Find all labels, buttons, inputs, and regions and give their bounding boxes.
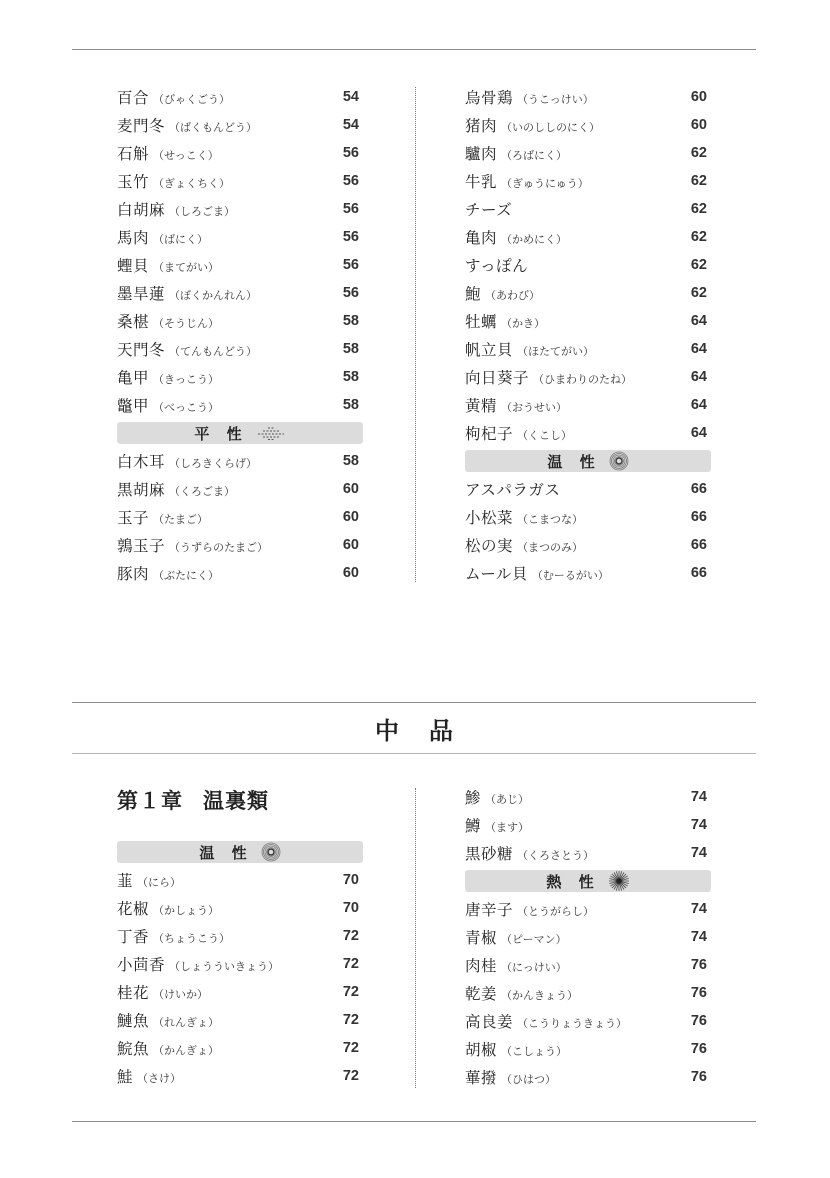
entry-page-number: 62: [690, 285, 707, 301]
entry-page-number: 60: [342, 509, 359, 525]
entry-name: [465, 534, 583, 556]
entry-name: [117, 897, 219, 919]
lower-left-block: [117, 786, 363, 1090]
entry-reading: （たまご）: [153, 513, 209, 526]
index-entry: [465, 391, 711, 419]
entry-reading: （いのししのにく）: [501, 121, 601, 134]
entry-kanji: 白胡麻: [117, 201, 166, 219]
entry-kanji: 韮: [117, 872, 134, 890]
entry-name: [465, 338, 594, 360]
entry-reading: （ます）: [485, 821, 530, 834]
category-label: 熱 性: [546, 872, 600, 891]
entry-page-number: 64: [690, 341, 707, 357]
entry-page-number: 58: [342, 313, 359, 329]
entry-name: [465, 366, 632, 388]
entry-page-number: 54: [342, 89, 359, 105]
entry-kanji: 向日葵子: [465, 369, 530, 387]
entry-kanji: 黒砂糖: [465, 845, 514, 863]
entry-reading: （かんきょう）: [501, 989, 579, 1002]
index-entry: [117, 363, 363, 391]
entry-page-number: 74: [690, 789, 707, 805]
entry-name: [465, 786, 529, 808]
entry-kanji: 帆立貝: [465, 341, 514, 359]
entry-page-number: 70: [342, 900, 359, 916]
entry-page-number: 56: [342, 173, 359, 189]
entry-page-number: 56: [342, 145, 359, 161]
entry-page-number: 54: [342, 117, 359, 133]
entry-page-number: 66: [690, 481, 707, 497]
entry-page-number: 58: [342, 341, 359, 357]
section-rule-bottom: [72, 753, 756, 754]
entry-reading: （にら）: [137, 876, 182, 889]
entry-page-number: 76: [690, 1041, 707, 1057]
entry-kanji: 蟶貝: [117, 257, 150, 275]
upper-left-column: [117, 83, 363, 587]
entry-name: [117, 1009, 219, 1031]
entry-page-number: 74: [690, 845, 707, 861]
entry-kanji: 松の実: [465, 537, 514, 555]
entry-reading: （ろばにく）: [501, 149, 568, 162]
entry-reading: （ひまわりのたね）: [533, 373, 633, 386]
index-entry: [465, 1035, 711, 1063]
entry-reading: （あわび）: [485, 289, 541, 302]
entry-name: [465, 142, 567, 164]
entry-name: [465, 114, 600, 136]
entry-kanji: すっぽん: [465, 257, 529, 275]
top-rule: [72, 49, 756, 50]
entry-page-number: 60: [690, 117, 707, 133]
entry-page-number: 76: [690, 1069, 707, 1085]
entry-page-number: 64: [690, 425, 707, 441]
entry-reading: （ばにく）: [153, 233, 209, 246]
entry-name: [465, 982, 578, 1004]
entry-kanji: 小茴香: [117, 956, 166, 974]
entry-name: [465, 394, 567, 416]
index-entry: [465, 279, 711, 307]
index-entry: [465, 111, 711, 139]
entry-name: [117, 1065, 181, 1087]
upper-right-column: [465, 83, 711, 587]
entry-kanji: 墨旱蓮: [117, 285, 166, 303]
entry-name: [117, 478, 235, 500]
entry-reading: （にっけい）: [501, 961, 567, 974]
entry-name: [465, 254, 528, 276]
index-entry: [465, 251, 711, 279]
entry-page-number: 74: [690, 817, 707, 833]
index-entry: [465, 475, 711, 503]
entry-kanji: 黒胡麻: [117, 481, 166, 499]
entry-name: [117, 198, 235, 220]
entry-name: [117, 450, 257, 472]
index-entry: [117, 1034, 363, 1062]
entry-reading: （こまつな）: [517, 513, 584, 526]
entry-kanji: 鮑: [465, 285, 482, 303]
index-entry: [117, 866, 363, 894]
entry-reading: （きっこう）: [153, 373, 220, 386]
chapter-title: 温裏類: [203, 789, 269, 813]
entry-reading: （びゃくごう）: [153, 93, 231, 106]
entry-reading: （さけ）: [137, 1072, 182, 1085]
entry-name: [117, 534, 268, 556]
entry-page-number: 74: [690, 901, 707, 917]
index-entry: [465, 783, 711, 811]
entry-page-number: 60: [342, 481, 359, 497]
entry-kanji: 豚肉: [117, 565, 150, 583]
entry-reading: （ぶたにく）: [153, 569, 220, 582]
entry-reading: （そうじん）: [153, 317, 220, 330]
index-entry: [465, 979, 711, 1007]
entry-page-number: 56: [342, 229, 359, 245]
entry-page-number: 76: [690, 1013, 707, 1029]
entry-kanji: 鶉玉子: [117, 537, 166, 555]
index-entry: [465, 139, 711, 167]
entry-reading: （かしょう）: [153, 904, 220, 917]
entry-page-number: 70: [342, 872, 359, 888]
entry-kanji: 枸杞子: [465, 425, 514, 443]
entry-name: [465, 926, 567, 948]
entry-page-number: 66: [690, 565, 707, 581]
bottom-rule: [72, 1121, 756, 1122]
entry-page-number: 72: [342, 1012, 359, 1028]
entry-name: [117, 226, 208, 248]
index-entry: [117, 83, 363, 111]
entry-reading: （ちょうこう）: [153, 932, 231, 945]
index-entry: [117, 1006, 363, 1034]
entry-page-number: 76: [690, 985, 707, 1001]
index-entry: [465, 1007, 711, 1035]
entry-kanji: 麦門冬: [117, 117, 166, 135]
entry-name: [117, 254, 219, 276]
entry-name: [117, 142, 219, 164]
warm-rings-icon: [609, 451, 629, 471]
entry-name: [117, 562, 219, 584]
category-band: [465, 870, 711, 892]
index-entry: [117, 307, 363, 335]
entry-kanji: 唐辛子: [465, 901, 514, 919]
entry-reading: （くこし）: [517, 429, 573, 442]
index-entry: [117, 251, 363, 279]
entry-kanji: 玉竹: [117, 173, 150, 191]
warm-rings-icon: [261, 842, 281, 862]
entry-name: [465, 814, 529, 836]
entry-kanji: 花椒: [117, 900, 150, 918]
entry-name: [117, 506, 208, 528]
entry-reading: （かんぎょ）: [153, 1044, 220, 1057]
entry-kanji: 猪肉: [465, 117, 498, 135]
entry-name: [465, 506, 583, 528]
entry-page-number: 76: [690, 957, 707, 973]
index-entry: [117, 279, 363, 307]
entry-kanji: 牡蠣: [465, 313, 498, 331]
entry-reading: （ぼくかんれん）: [169, 289, 258, 302]
entry-name: [117, 310, 219, 332]
index-entry: [117, 978, 363, 1006]
entry-name: [465, 422, 572, 444]
entry-reading: （こしょう）: [501, 1045, 568, 1058]
index-entry: [465, 923, 711, 951]
index-entry: [117, 447, 363, 475]
section-title: 中品: [375, 716, 483, 745]
index-entry: [465, 195, 711, 223]
index-entry: [117, 950, 363, 978]
neutral-wave-icon: [256, 426, 286, 440]
index-entry: [117, 223, 363, 251]
index-entry: [465, 83, 711, 111]
index-entry: [117, 503, 363, 531]
entry-name: [465, 1010, 627, 1032]
entry-page-number: 58: [342, 453, 359, 469]
entry-name: [117, 282, 257, 304]
entry-kanji: 驢肉: [465, 145, 498, 163]
entry-kanji: 蓽撥: [465, 1069, 498, 1087]
index-entry: [465, 559, 711, 587]
entry-reading: （しろごま）: [169, 205, 236, 218]
entry-kanji: 百合: [117, 89, 150, 107]
entry-reading: （しょうういきょう）: [169, 960, 280, 973]
entry-name: [117, 114, 257, 136]
entry-page-number: 56: [342, 257, 359, 273]
entry-page-number: 60: [690, 89, 707, 105]
entry-reading: （ばくもんどう）: [169, 121, 258, 134]
entry-kanji: 青椒: [465, 929, 498, 947]
entry-page-number: 74: [690, 929, 707, 945]
entry-kanji: 鱒: [465, 817, 482, 835]
entry-reading: （ほたてがい）: [517, 345, 595, 358]
entry-reading: （しろきくらげ）: [169, 457, 258, 470]
entry-kanji: 馬肉: [117, 229, 150, 247]
entry-name: [465, 310, 545, 332]
entry-name: [465, 198, 512, 220]
entry-reading: （ぎょくちく）: [153, 177, 231, 190]
entry-kanji: 亀甲: [117, 369, 150, 387]
index-entry: [117, 111, 363, 139]
entry-reading: （うこっけい）: [517, 93, 594, 106]
index-entry: [465, 895, 711, 923]
entry-page-number: 72: [342, 1068, 359, 1084]
entry-page-number: 60: [342, 565, 359, 581]
entry-name: [117, 1037, 219, 1059]
entry-kanji: 鯇魚: [117, 1040, 150, 1058]
entry-kanji: 玉子: [117, 509, 150, 527]
entry-kanji: 烏骨鶏: [465, 89, 514, 107]
chapter-number: 第１章: [117, 789, 183, 813]
entry-kanji: 鼈甲: [117, 397, 150, 415]
column-divider-upper: [415, 87, 416, 582]
entry-reading: （かき）: [501, 317, 546, 330]
entry-page-number: 62: [690, 257, 707, 273]
index-entry: [465, 1063, 711, 1091]
entry-kanji: 高良姜: [465, 1013, 514, 1031]
entry-page-number: 66: [690, 509, 707, 525]
entry-reading: （うずらのたまご）: [169, 541, 269, 554]
index-entry: [465, 223, 711, 251]
entry-reading: （かめにく）: [501, 233, 568, 246]
entry-reading: （あじ）: [485, 793, 530, 806]
entry-name: [465, 86, 594, 108]
category-band: [117, 422, 363, 444]
entry-name: [117, 869, 181, 891]
entry-reading: （ぎゅうにゅう）: [501, 177, 589, 190]
entry-kanji: 乾姜: [465, 985, 498, 1003]
index-entry: [117, 894, 363, 922]
entry-kanji: 黄精: [465, 397, 498, 415]
entry-kanji: 桂花: [117, 984, 150, 1002]
hot-sun-icon: [608, 870, 630, 892]
entry-kanji: 亀肉: [465, 229, 498, 247]
lower-left-column: [117, 841, 363, 1090]
category-label: 平 性: [194, 424, 248, 443]
entry-page-number: 64: [690, 313, 707, 329]
entry-kanji: アスパラガス: [465, 481, 561, 499]
entry-name: [465, 1066, 556, 1088]
entry-name: [465, 282, 540, 304]
entry-name: [117, 86, 230, 108]
entry-kanji: 牛乳: [465, 173, 498, 191]
entry-kanji: 肉桂: [465, 957, 498, 975]
index-entry: [117, 1062, 363, 1090]
chapter-heading: [117, 786, 363, 814]
category-band: [465, 450, 711, 472]
index-entry: [117, 559, 363, 587]
entry-kanji: ムール貝: [465, 565, 528, 583]
entry-kanji: 鮭: [117, 1068, 134, 1086]
entry-page-number: 62: [690, 201, 707, 217]
entry-reading: （くろごま）: [169, 485, 236, 498]
entry-name: [465, 170, 589, 192]
entry-page-number: 72: [342, 984, 359, 1000]
entry-page-number: 58: [342, 369, 359, 385]
index-entry: [465, 307, 711, 335]
entry-kanji: 鯵: [465, 789, 482, 807]
entry-reading: （ひはつ）: [501, 1073, 557, 1086]
entry-reading: （まてがい）: [153, 261, 220, 274]
entry-reading: （まつのみ）: [517, 541, 584, 554]
index-entry: [117, 475, 363, 503]
category-band: [117, 841, 363, 863]
entry-kanji: 白木耳: [117, 453, 166, 471]
index-entry: [117, 139, 363, 167]
index-entry: [117, 391, 363, 419]
entry-reading: （れんぎょ）: [153, 1016, 220, 1029]
entry-page-number: 72: [342, 1040, 359, 1056]
entry-kanji: 小松菜: [465, 509, 514, 527]
entry-page-number: 62: [690, 173, 707, 189]
entry-reading: （ピーマン）: [501, 933, 567, 946]
entry-name: [465, 226, 567, 248]
entry-page-number: 66: [690, 537, 707, 553]
entry-page-number: 72: [342, 928, 359, 944]
entry-kanji: 丁香: [117, 928, 150, 946]
entry-name: [117, 925, 230, 947]
entry-name: [117, 170, 230, 192]
index-entry: [465, 531, 711, 559]
index-entry: [465, 951, 711, 979]
entry-page-number: 64: [690, 369, 707, 385]
index-entry: [117, 922, 363, 950]
category-label: 温 性: [199, 843, 253, 862]
entry-reading: （せっこく）: [153, 149, 219, 162]
entry-page-number: 62: [690, 145, 707, 161]
index-entry: [117, 335, 363, 363]
entry-reading: （むーるがい）: [531, 569, 609, 582]
entry-name: [117, 981, 208, 1003]
index-entry: [465, 811, 711, 839]
index-entry: [117, 531, 363, 559]
entry-reading: （てんもんどう）: [169, 345, 258, 358]
entry-reading: （くろさとう）: [517, 849, 595, 862]
entry-name: [465, 954, 567, 976]
entry-kanji: 桑椹: [117, 313, 150, 331]
entry-page-number: 58: [342, 397, 359, 413]
entry-reading: （こうりょうきょう）: [517, 1017, 628, 1030]
category-label: 温 性: [547, 452, 601, 471]
index-entry: [117, 195, 363, 223]
entry-name: [465, 842, 594, 864]
column-divider-lower: [415, 788, 416, 1088]
entry-kanji: 石斛: [117, 145, 150, 163]
entry-name: [117, 366, 219, 388]
entry-name: [465, 1038, 567, 1060]
entry-name: [117, 953, 279, 975]
index-entry: [465, 503, 711, 531]
entry-page-number: 60: [342, 537, 359, 553]
entry-page-number: 72: [342, 956, 359, 972]
index-entry: [465, 167, 711, 195]
index-entry: [465, 419, 711, 447]
entry-page-number: 62: [690, 229, 707, 245]
index-entry: [465, 839, 711, 867]
index-entry: [465, 335, 711, 363]
entry-kanji: 胡椒: [465, 1041, 498, 1059]
lower-right-column: [465, 783, 711, 1091]
entry-kanji: チーズ: [465, 201, 513, 219]
entry-page-number: 56: [342, 201, 359, 217]
entry-name: [117, 338, 257, 360]
entry-name: [465, 562, 609, 584]
entry-reading: （けいか）: [153, 988, 209, 1001]
index-entry: [465, 363, 711, 391]
entry-reading: （とうがらし）: [517, 905, 595, 918]
entry-reading: （おうせい）: [501, 401, 568, 414]
entry-page-number: 56: [342, 285, 359, 301]
entry-page-number: 64: [690, 397, 707, 413]
entry-name: [117, 394, 219, 416]
entry-kanji: 鰱魚: [117, 1012, 150, 1030]
entry-name: [465, 478, 560, 500]
entry-name: [465, 898, 594, 920]
entry-kanji: 天門冬: [117, 341, 166, 359]
index-entry: [117, 167, 363, 195]
entry-reading: （べっこう）: [153, 401, 220, 414]
